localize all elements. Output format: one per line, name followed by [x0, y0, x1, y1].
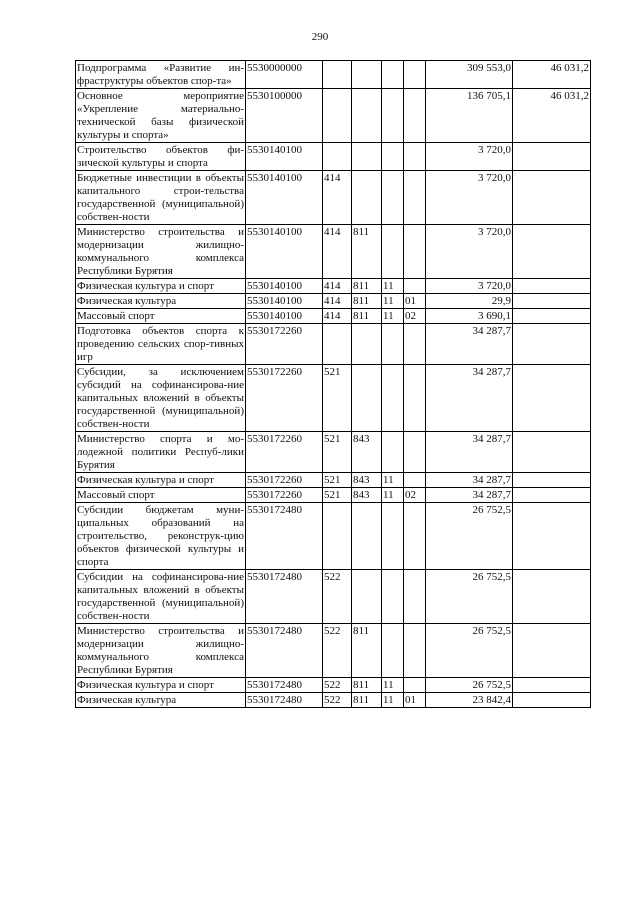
section-code: 11	[382, 693, 404, 708]
expense-type-code	[323, 61, 352, 89]
subsection-code	[404, 279, 426, 294]
row-name: Физическая культура	[76, 294, 246, 309]
amount-year-2	[513, 171, 591, 225]
target-article-code: 5530140100	[246, 171, 323, 225]
section-code	[382, 61, 404, 89]
table-row	[76, 294, 591, 309]
target-article-code: 5530140100	[246, 225, 323, 279]
target-article-code: 5530172480	[246, 503, 323, 570]
row-name: Физическая культура	[76, 693, 246, 708]
row-name: Строительство объектов фи-зической культуры и спорта	[77, 144, 244, 169]
target-article-code: 5530172260	[246, 365, 323, 432]
table-row	[76, 678, 591, 693]
amount-year-1: 26 752,5	[426, 570, 513, 624]
target-article-code: 5530140100	[246, 294, 323, 309]
ministry-code: 811	[352, 294, 382, 309]
section-code	[382, 570, 404, 624]
amount-year-2	[513, 624, 591, 678]
section-code: 11	[382, 279, 404, 294]
amount-year-1: 26 752,5	[426, 678, 513, 693]
amount-year-2	[513, 503, 591, 570]
ministry-code	[352, 89, 382, 143]
amount-year-2	[513, 488, 591, 503]
amount-year-2	[513, 693, 591, 708]
expense-type-code: 521	[323, 365, 352, 432]
expense-type-code	[323, 89, 352, 143]
subsection-code	[404, 473, 426, 488]
expense-type-code: 521	[323, 432, 352, 473]
subsection-code	[404, 365, 426, 432]
table-row	[76, 432, 591, 473]
amount-year-1: 34 287,7	[426, 473, 513, 488]
row-name: Физическая культура и спорт	[76, 473, 246, 488]
target-article-code: 5530100000	[246, 89, 323, 143]
section-code	[382, 171, 404, 225]
table-row	[76, 365, 591, 432]
subsection-code	[404, 503, 426, 570]
amount-year-2	[513, 309, 591, 324]
ministry-code: 811	[352, 309, 382, 324]
ministry-code	[352, 324, 382, 365]
target-article-code: 5530172480	[246, 570, 323, 624]
table-row	[76, 624, 591, 678]
amount-year-2	[513, 473, 591, 488]
section-code	[382, 503, 404, 570]
subsection-code	[404, 143, 426, 171]
target-article-code: 5530172260	[246, 324, 323, 365]
row-name: Министерство спорта и мо-лодежной политики Респуб-лики Бурятия	[77, 433, 244, 471]
target-article-code: 5530000000	[246, 61, 323, 89]
target-article-code: 5530140100	[246, 143, 323, 171]
budget-table	[75, 60, 591, 708]
section-code	[382, 143, 404, 171]
ministry-code: 811	[352, 279, 382, 294]
amount-year-1: 29,9	[426, 294, 513, 309]
amount-year-2	[513, 678, 591, 693]
amount-year-1: 3 690,1	[426, 309, 513, 324]
subsection-code: 02	[404, 309, 426, 324]
table-row	[76, 143, 591, 171]
table-row	[76, 279, 591, 294]
section-code	[382, 324, 404, 365]
target-article-code: 5530172480	[246, 678, 323, 693]
subsection-code: 02	[404, 488, 426, 503]
expense-type-code	[323, 143, 352, 171]
amount-year-2	[513, 294, 591, 309]
section-code: 11	[382, 473, 404, 488]
row-name: Физическая культура и спорт	[76, 279, 246, 294]
row-name: Субсидии бюджетам муни-ципальных образований на строительство, реконструк-цию объектов физической культуры и спорта	[77, 504, 244, 568]
table-row	[76, 61, 591, 89]
expense-type-code: 522	[323, 570, 352, 624]
subsection-code	[404, 225, 426, 279]
amount-year-1: 3 720,0	[426, 143, 513, 171]
table-row	[76, 171, 591, 225]
ministry-code	[352, 143, 382, 171]
ministry-code	[352, 171, 382, 225]
amount-year-2: 46 031,2	[513, 61, 591, 89]
ministry-code: 811	[352, 693, 382, 708]
subsection-code: 01	[404, 294, 426, 309]
table-row	[76, 89, 591, 143]
amount-year-1: 26 752,5	[426, 624, 513, 678]
expense-type-code: 522	[323, 624, 352, 678]
amount-year-1: 26 752,5	[426, 503, 513, 570]
expense-type-code: 521	[323, 473, 352, 488]
ministry-code	[352, 365, 382, 432]
row-name: Физическая культура и спорт	[76, 678, 246, 693]
amount-year-1: 34 287,7	[426, 488, 513, 503]
amount-year-1: 3 720,0	[426, 225, 513, 279]
amount-year-1: 34 287,7	[426, 432, 513, 473]
subsection-code	[404, 171, 426, 225]
row-name: Министерство строительства и модернизации жилищно-коммунального комплекса Республики Бурятия	[77, 625, 244, 676]
ministry-code	[352, 61, 382, 89]
target-article-code: 5530172260	[246, 432, 323, 473]
amount-year-2	[513, 432, 591, 473]
expense-type-code: 414	[323, 225, 352, 279]
expense-type-code: 414	[323, 294, 352, 309]
subsection-code	[404, 89, 426, 143]
subsection-code	[404, 570, 426, 624]
amount-year-1: 23 842,4	[426, 693, 513, 708]
amount-year-1: 3 720,0	[426, 279, 513, 294]
target-article-code: 5530140100	[246, 279, 323, 294]
row-name: Министерство строительства и модернизации жилищно-коммунального комплекса Республики Бурятия	[77, 226, 244, 277]
expense-type-code	[323, 324, 352, 365]
row-name: Подпрограмма «Развитие ин-фраструктуры объектов спор-та»	[77, 62, 244, 87]
row-name: Массовый спорт	[76, 309, 246, 324]
section-code	[382, 432, 404, 473]
row-name: Основное мероприятие «Укрепление материально-технической базы физической культуры и спорта»	[77, 90, 244, 141]
section-code	[382, 365, 404, 432]
target-article-code: 5530140100	[246, 309, 323, 324]
amount-year-2	[513, 570, 591, 624]
subsection-code	[404, 432, 426, 473]
ministry-code: 843	[352, 488, 382, 503]
section-code	[382, 89, 404, 143]
expense-type-code: 414	[323, 279, 352, 294]
ministry-code	[352, 570, 382, 624]
ministry-code: 843	[352, 432, 382, 473]
table-row	[76, 473, 591, 488]
ministry-code: 811	[352, 225, 382, 279]
amount-year-2: 46 031,2	[513, 89, 591, 143]
table-row	[76, 693, 591, 708]
target-article-code: 5530172480	[246, 693, 323, 708]
subsection-code	[404, 324, 426, 365]
table-row	[76, 503, 591, 570]
table-row	[76, 570, 591, 624]
ministry-code: 843	[352, 473, 382, 488]
section-code: 11	[382, 678, 404, 693]
target-article-code: 5530172480	[246, 624, 323, 678]
table-row	[76, 225, 591, 279]
ministry-code: 811	[352, 624, 382, 678]
amount-year-1: 34 287,7	[426, 365, 513, 432]
expense-type-code	[323, 503, 352, 570]
subsection-code: 01	[404, 693, 426, 708]
row-name: Подготовка объектов спорта к проведению сельских спор-тивных игр	[77, 325, 244, 363]
expense-type-code: 521	[323, 488, 352, 503]
subsection-code	[404, 61, 426, 89]
target-article-code: 5530172260	[246, 488, 323, 503]
amount-year-1: 34 287,7	[426, 324, 513, 365]
expense-type-code: 414	[323, 309, 352, 324]
row-name: Бюджетные инвестиции в объекты капитального строи-тельства государственной (муниципальной) собствен-ности	[77, 172, 244, 223]
amount-year-2	[513, 365, 591, 432]
section-code: 11	[382, 488, 404, 503]
table-row	[76, 309, 591, 324]
amount-year-2	[513, 324, 591, 365]
row-name: Массовый спорт	[76, 488, 246, 503]
section-code	[382, 225, 404, 279]
amount-year-2	[513, 279, 591, 294]
subsection-code	[404, 678, 426, 693]
expense-type-code: 522	[323, 693, 352, 708]
row-name: Субсидии на софинансирова-ние капитальных вложений в объекты государственной (муниципальной) собствен-ности	[77, 571, 244, 622]
table-row	[76, 488, 591, 503]
table-row	[76, 324, 591, 365]
section-code	[382, 624, 404, 678]
expense-type-code: 414	[323, 171, 352, 225]
table-body	[76, 61, 591, 708]
amount-year-1: 309 553,0	[426, 61, 513, 89]
section-code: 11	[382, 294, 404, 309]
amount-year-1: 3 720,0	[426, 171, 513, 225]
amount-year-1: 136 705,1	[426, 89, 513, 143]
page-number: 290	[311, 31, 329, 43]
subsection-code	[404, 624, 426, 678]
section-code: 11	[382, 309, 404, 324]
amount-year-2	[513, 143, 591, 171]
row-name: Субсидии, за исключением субсидий на софинансирова-ние капитальных вложений в объекты государственной (муниципальной) собствен-ности	[77, 366, 244, 430]
ministry-code: 811	[352, 678, 382, 693]
target-article-code: 5530172260	[246, 473, 323, 488]
ministry-code	[352, 503, 382, 570]
expense-type-code: 522	[323, 678, 352, 693]
amount-year-2	[513, 225, 591, 279]
